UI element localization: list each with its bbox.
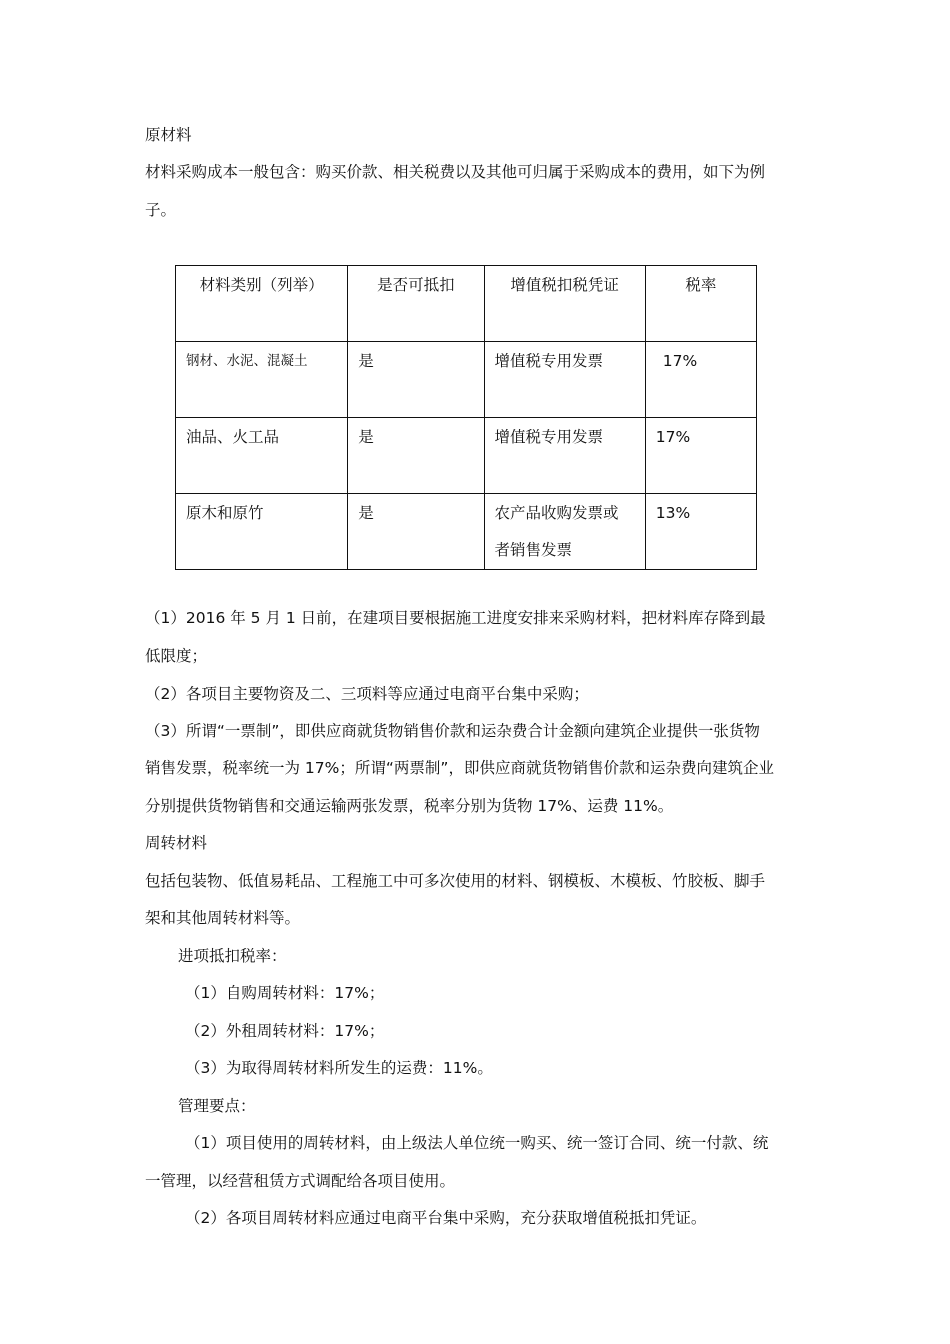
mgmt-heading: 管理要点： [178,1097,256,1115]
rate-heading: 进项抵扣税率： [178,947,287,965]
deductible-text: 是 [358,352,374,370]
voucher-text-line2: 者销售发票 [494,541,573,559]
point-2: （2）各项目主要物资及二、三项料等应通过电商平台集中采购； [145,685,589,703]
cell-deductible [348,418,484,494]
category-text: 油品、火工品 [186,428,280,446]
voucher-text: 增值税专用发票 [494,428,604,446]
mgmt-item-1-line1: （1）项目使用的周转材料，由上级法人单位统一购买、统一签订合同、统一付款、统 [185,1134,769,1152]
cell-category [176,418,348,494]
point-3-line2: 销售发票，税率统一为 17%；所谓“两票制”，即供应商就货物销售价款和运杂费向建筑企业 [145,759,774,777]
cell-rate [645,418,756,494]
table-header-row [176,266,757,342]
materials-table [175,265,757,570]
cell-category [176,342,348,418]
point-1-line1: （1）2016 年 5 月 1 日前，在建项目要根据施工进度安排来采购材料，把材料库存降到最 [145,609,766,627]
cell-voucher [484,494,645,570]
turnover-desc-line2: 架和其他周转材料等。 [145,909,301,927]
cell-rate [645,494,756,570]
header-voucher: 增值税扣税凭证 [484,266,645,342]
mgmt-item-2: （2）各项目周转材料应通过电商平台集中采购，充分获取增值税抵扣凭证。 [185,1209,707,1227]
table-row [176,418,757,494]
point-3-line3: 分别提供货物销售和交通运输两张发票，税率分别为货物 17%、运费 11%。 [145,797,674,815]
rate-text: 17% [655,428,691,446]
cell-rate [645,342,756,418]
raw-materials-heading: 原材料 [145,126,192,144]
voucher-text: 增值税专用发票 [494,352,604,370]
turnover-desc-line1: 包括包装物、低值易耗品、工程施工中可多次使用的材料、钢模板、木模板、竹胶板、脚手 [145,872,766,890]
rate-text: 17% [662,352,698,370]
rate-item-1: （1）自购周转材料：17%； [185,984,385,1002]
cell-deductible [348,494,484,570]
category-text: 钢材、水泥、混凝土 [186,353,308,369]
deductible-text: 是 [358,428,374,446]
rate-item-3: （3）为取得周转材料所发生的运费：11%。 [185,1059,493,1077]
cell-category [176,494,348,570]
deductible-text: 是 [358,504,374,522]
raw-materials-intro-line2: 子。 [145,201,177,219]
category-text: 原木和原竹 [186,504,264,522]
rate-text: 13% [655,504,691,522]
header-deductible: 是否可抵扣 [348,266,484,342]
table-row [176,494,757,570]
cell-voucher [484,342,645,418]
turnover-heading: 周转材料 [145,834,208,852]
header-rate: 税率 [645,266,756,342]
cell-voucher [484,418,645,494]
voucher-text-line1: 农产品收购发票或 [494,504,619,522]
point-1-line2: 低限度； [145,647,208,665]
rate-item-2: （2）外租周转材料：17%； [185,1022,385,1040]
raw-materials-intro-line1: 材料采购成本一般包含：购买价款、相关税费以及其他可归属于采购成本的费用，如下为例 [145,163,766,181]
point-3-line1: （3）所谓“一票制”，即供应商就货物销售价款和运杂费合计金额向建筑企业提供一张货物 [145,722,760,740]
cell-deductible [348,342,484,418]
header-category: 材料类别（列举） [176,266,348,342]
table-row [176,342,757,418]
mgmt-item-1-line2: 一管理，以经营租赁方式调配给各项目使用。 [145,1172,456,1190]
